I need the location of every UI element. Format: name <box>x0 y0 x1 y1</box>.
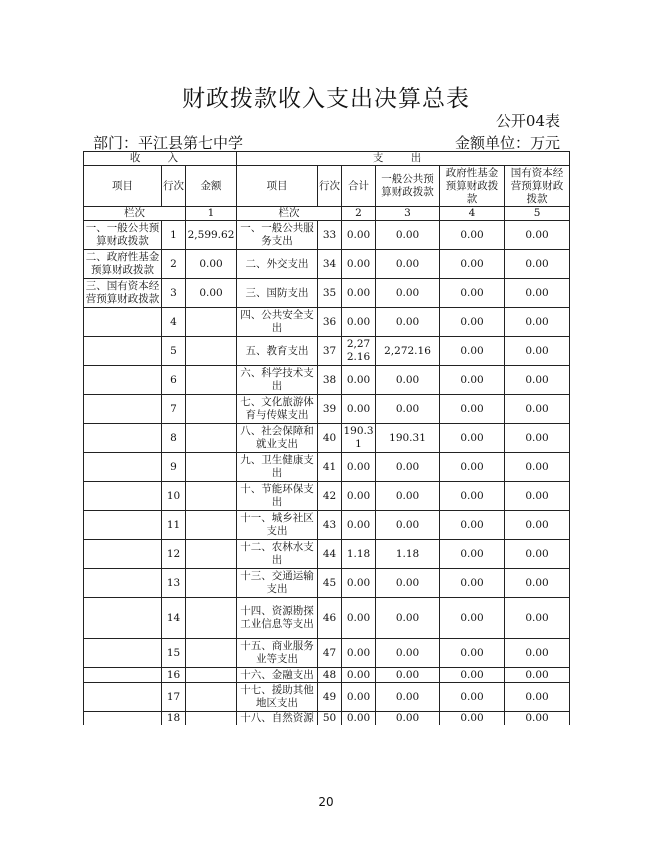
income-amount-cell <box>186 424 237 453</box>
header-row-sections <box>84 152 570 166</box>
income-item-cell <box>84 540 162 569</box>
expense-item-cell: 十二、农林水支出 <box>237 540 318 569</box>
expense-row-no-cell: 41 <box>318 453 342 482</box>
general-budget-cell: 0.00 <box>376 250 440 279</box>
income-row-no-cell: 3 <box>162 279 186 308</box>
state-capital-cell: 0.00 <box>505 569 570 598</box>
general-budget-cell: 0.00 <box>376 668 440 683</box>
page-number: 20 <box>318 795 334 809</box>
fund-budget-cell: 0.00 <box>440 366 505 395</box>
table-row <box>84 482 570 511</box>
table-row <box>84 511 570 540</box>
state-capital-cell: 0.00 <box>505 639 570 668</box>
column-index-5: 5 <box>505 207 570 221</box>
general-budget-cell: 190.31 <box>376 424 440 453</box>
expense-item-cell: 二、外交支出 <box>237 250 318 279</box>
expense-row-no-cell: 42 <box>318 482 342 511</box>
expense-item-cell: 十八、自然资源 <box>237 712 318 726</box>
state-capital-cell: 0.00 <box>505 668 570 683</box>
total-cell: 0.00 <box>342 511 376 540</box>
table-row <box>84 598 570 639</box>
table-row <box>84 424 570 453</box>
expense-item-cell: 十、节能环保支出 <box>237 482 318 511</box>
fund-budget-cell: 0.00 <box>440 308 505 337</box>
general-budget-cell: 0.00 <box>376 279 440 308</box>
income-amount-cell: 0.00 <box>186 279 237 308</box>
income-amount-cell <box>186 540 237 569</box>
table-row <box>84 540 570 569</box>
fund-budget-cell: 0.00 <box>440 569 505 598</box>
state-capital-header: 国有资本经营预算财政拨款 <box>505 166 570 207</box>
income-row-no-cell: 9 <box>162 453 186 482</box>
state-capital-cell: 0.00 <box>505 395 570 424</box>
expense-item-cell: 一、一般公共服务支出 <box>237 221 318 250</box>
table-row <box>84 221 570 250</box>
expense-item-cell: 八、社会保障和就业支出 <box>237 424 318 453</box>
state-capital-cell: 0.00 <box>505 683 570 712</box>
fund-budget-cell: 0.00 <box>440 337 505 366</box>
state-capital-cell: 0.00 <box>505 598 570 639</box>
total-cell: 0.00 <box>342 482 376 511</box>
fund-budget-cell: 0.00 <box>440 221 505 250</box>
income-item-cell <box>84 683 162 712</box>
income-row-no-cell: 18 <box>162 712 186 726</box>
state-capital-cell: 0.00 <box>505 511 570 540</box>
income-row-no-cell: 1 <box>162 221 186 250</box>
expense-item-cell: 六、科学技术支出 <box>237 366 318 395</box>
general-budget-cell: 0.00 <box>376 569 440 598</box>
income-amount-cell <box>186 569 237 598</box>
income-item-cell <box>84 366 162 395</box>
total-cell: 0.00 <box>342 250 376 279</box>
column-index-label-2: 栏次 <box>237 207 342 221</box>
column-index-1: 1 <box>186 207 237 221</box>
expense-row-no-cell: 33 <box>318 221 342 250</box>
fund-budget-cell: 0.00 <box>440 279 505 308</box>
state-capital-cell: 0.00 <box>505 366 570 395</box>
total-cell: 0.00 <box>342 366 376 395</box>
income-amount-header: 金额 <box>186 166 237 207</box>
income-item-cell: 三、国有资本经营预算财政拨款 <box>84 279 162 308</box>
income-item-cell <box>84 712 162 726</box>
general-budget-header: 一般公共预算财政拨款 <box>376 166 440 207</box>
state-capital-cell: 0.00 <box>505 308 570 337</box>
income-row-no-cell: 2 <box>162 250 186 279</box>
fund-budget-cell: 0.00 <box>440 683 505 712</box>
table-row <box>84 668 570 683</box>
expense-row-no-cell: 34 <box>318 250 342 279</box>
fund-budget-cell: 0.00 <box>440 424 505 453</box>
total-cell: 0.00 <box>342 712 376 726</box>
expense-row-no-cell: 47 <box>318 639 342 668</box>
general-budget-cell: 2,272.16 <box>376 337 440 366</box>
total-cell: 0.00 <box>342 598 376 639</box>
income-row-no-header: 行次 <box>162 166 186 207</box>
income-row-no-cell: 10 <box>162 482 186 511</box>
table-row <box>84 395 570 424</box>
expense-item-cell: 四、公共安全支出 <box>237 308 318 337</box>
general-budget-cell: 0.00 <box>376 712 440 726</box>
expense-row-no-cell: 40 <box>318 424 342 453</box>
income-amount-cell <box>186 598 237 639</box>
income-amount-cell <box>186 453 237 482</box>
total-cell: 0.00 <box>342 639 376 668</box>
expense-item-cell: 十四、资源勘探工业信息等支出 <box>237 598 318 639</box>
income-item-cell <box>84 598 162 639</box>
expense-row-no-cell: 38 <box>318 366 342 395</box>
expense-item-cell: 十三、交通运输支出 <box>237 569 318 598</box>
state-capital-cell: 0.00 <box>505 250 570 279</box>
total-cell: 190.31 <box>342 424 376 453</box>
income-amount-cell: 0.00 <box>186 250 237 279</box>
income-amount-cell: 2,599.62 <box>186 221 237 250</box>
general-budget-cell: 0.00 <box>376 366 440 395</box>
income-row-no-cell: 13 <box>162 569 186 598</box>
general-budget-cell: 0.00 <box>376 308 440 337</box>
column-index-4: 4 <box>440 207 505 221</box>
income-amount-cell <box>186 337 237 366</box>
table-row <box>84 569 570 598</box>
income-item-cell <box>84 453 162 482</box>
income-row-no-cell: 17 <box>162 683 186 712</box>
income-row-no-cell: 14 <box>162 598 186 639</box>
income-header: 收 入 <box>84 152 237 166</box>
state-capital-cell: 0.00 <box>505 337 570 366</box>
income-row-no-cell: 15 <box>162 639 186 668</box>
form-number: 公开04表 <box>495 112 560 130</box>
general-budget-cell: 0.00 <box>376 395 440 424</box>
total-cell: 0.00 <box>342 569 376 598</box>
income-row-no-cell: 6 <box>162 366 186 395</box>
expense-row-no-cell: 50 <box>318 712 342 726</box>
total-cell: 0.00 <box>342 453 376 482</box>
expense-row-no-header: 行次 <box>318 166 342 207</box>
expense-item-cell: 五、教育支出 <box>237 337 318 366</box>
income-item-header: 项目 <box>84 166 162 207</box>
expense-item-cell: 十一、城乡社区支出 <box>237 511 318 540</box>
general-budget-cell: 1.18 <box>376 540 440 569</box>
header-row-columns <box>84 166 570 207</box>
expense-row-no-cell: 37 <box>318 337 342 366</box>
table-row <box>84 250 570 279</box>
state-capital-cell: 0.00 <box>505 279 570 308</box>
table-row <box>84 279 570 308</box>
income-item-cell <box>84 668 162 683</box>
fund-budget-cell: 0.00 <box>440 453 505 482</box>
income-amount-cell <box>186 482 237 511</box>
fund-budget-header: 政府性基金预算财政拨款 <box>440 166 505 207</box>
header-row-column-index <box>84 207 570 221</box>
income-item-cell: 二、政府性基金预算财政拨款 <box>84 250 162 279</box>
state-capital-cell: 0.00 <box>505 221 570 250</box>
table-row <box>84 683 570 712</box>
unit-label: 金额单位：万元 <box>454 134 560 152</box>
expense-item-cell: 十六、金融支出 <box>237 668 318 683</box>
total-cell: 0.00 <box>342 668 376 683</box>
income-amount-cell <box>186 308 237 337</box>
fund-budget-cell: 0.00 <box>440 540 505 569</box>
general-budget-cell: 0.00 <box>376 482 440 511</box>
income-item-cell <box>84 395 162 424</box>
expense-row-no-cell: 48 <box>318 668 342 683</box>
income-item-cell <box>84 569 162 598</box>
fund-budget-cell: 0.00 <box>440 395 505 424</box>
expense-item-header: 项目 <box>237 166 318 207</box>
income-item-cell <box>84 482 162 511</box>
fund-budget-cell: 0.00 <box>440 639 505 668</box>
department-label: 部门：平江县第七中学 <box>93 134 244 152</box>
expense-row-no-cell: 43 <box>318 511 342 540</box>
income-item-cell: 一、一般公共预算财政拨款 <box>84 221 162 250</box>
fund-budget-cell: 0.00 <box>440 712 505 726</box>
table-row <box>84 712 570 726</box>
income-item-cell <box>84 337 162 366</box>
page-title: 财政拨款收入支出决算总表 <box>182 86 470 112</box>
expense-item-cell: 七、文化旅游体育与传媒支出 <box>237 395 318 424</box>
total-header: 合计 <box>342 166 376 207</box>
total-cell: 0.00 <box>342 683 376 712</box>
income-row-no-cell: 11 <box>162 511 186 540</box>
state-capital-cell: 0.00 <box>505 453 570 482</box>
fund-budget-cell: 0.00 <box>440 668 505 683</box>
total-cell: 2,272.16 <box>342 337 376 366</box>
state-capital-cell: 0.00 <box>505 712 570 726</box>
table-row <box>84 337 570 366</box>
expense-row-no-cell: 39 <box>318 395 342 424</box>
general-budget-cell: 0.00 <box>376 511 440 540</box>
income-row-no-cell: 12 <box>162 540 186 569</box>
income-item-cell <box>84 639 162 668</box>
expense-row-no-cell: 44 <box>318 540 342 569</box>
income-amount-cell <box>186 712 237 726</box>
column-index-label: 栏次 <box>84 207 186 221</box>
income-item-cell <box>84 511 162 540</box>
general-budget-cell: 0.00 <box>376 453 440 482</box>
expense-row-no-cell: 46 <box>318 598 342 639</box>
expense-row-no-cell: 45 <box>318 569 342 598</box>
column-index-2: 2 <box>342 207 376 221</box>
income-amount-cell <box>186 668 237 683</box>
income-row-no-cell: 4 <box>162 308 186 337</box>
fund-budget-cell: 0.00 <box>440 482 505 511</box>
total-cell: 1.18 <box>342 540 376 569</box>
general-budget-cell: 0.00 <box>376 683 440 712</box>
table-row <box>84 366 570 395</box>
expense-row-no-cell: 49 <box>318 683 342 712</box>
column-index-3: 3 <box>376 207 440 221</box>
table-row <box>84 639 570 668</box>
expense-row-no-cell: 36 <box>318 308 342 337</box>
summary-table <box>83 151 570 725</box>
general-budget-cell: 0.00 <box>376 598 440 639</box>
table-row <box>84 453 570 482</box>
general-budget-cell: 0.00 <box>376 221 440 250</box>
income-item-cell <box>84 308 162 337</box>
income-row-no-cell: 7 <box>162 395 186 424</box>
expense-header: 支 出 <box>237 152 570 166</box>
income-row-no-cell: 5 <box>162 337 186 366</box>
total-cell: 0.00 <box>342 308 376 337</box>
income-row-no-cell: 16 <box>162 668 186 683</box>
expense-row-no-cell: 35 <box>318 279 342 308</box>
income-amount-cell <box>186 683 237 712</box>
income-item-cell <box>84 424 162 453</box>
income-amount-cell <box>186 366 237 395</box>
expense-item-cell: 十七、援助其他地区支出 <box>237 683 318 712</box>
state-capital-cell: 0.00 <box>505 482 570 511</box>
expense-item-cell: 九、卫生健康支出 <box>237 453 318 482</box>
expense-item-cell: 十五、商业服务业等支出 <box>237 639 318 668</box>
income-amount-cell <box>186 511 237 540</box>
income-amount-cell <box>186 395 237 424</box>
total-cell: 0.00 <box>342 279 376 308</box>
income-amount-cell <box>186 639 237 668</box>
table-row <box>84 308 570 337</box>
fund-budget-cell: 0.00 <box>440 598 505 639</box>
total-cell: 0.00 <box>342 221 376 250</box>
general-budget-cell: 0.00 <box>376 639 440 668</box>
fund-budget-cell: 0.00 <box>440 511 505 540</box>
state-capital-cell: 0.00 <box>505 540 570 569</box>
fund-budget-cell: 0.00 <box>440 250 505 279</box>
total-cell: 0.00 <box>342 395 376 424</box>
income-row-no-cell: 8 <box>162 424 186 453</box>
expense-item-cell: 三、国防支出 <box>237 279 318 308</box>
state-capital-cell: 0.00 <box>505 424 570 453</box>
